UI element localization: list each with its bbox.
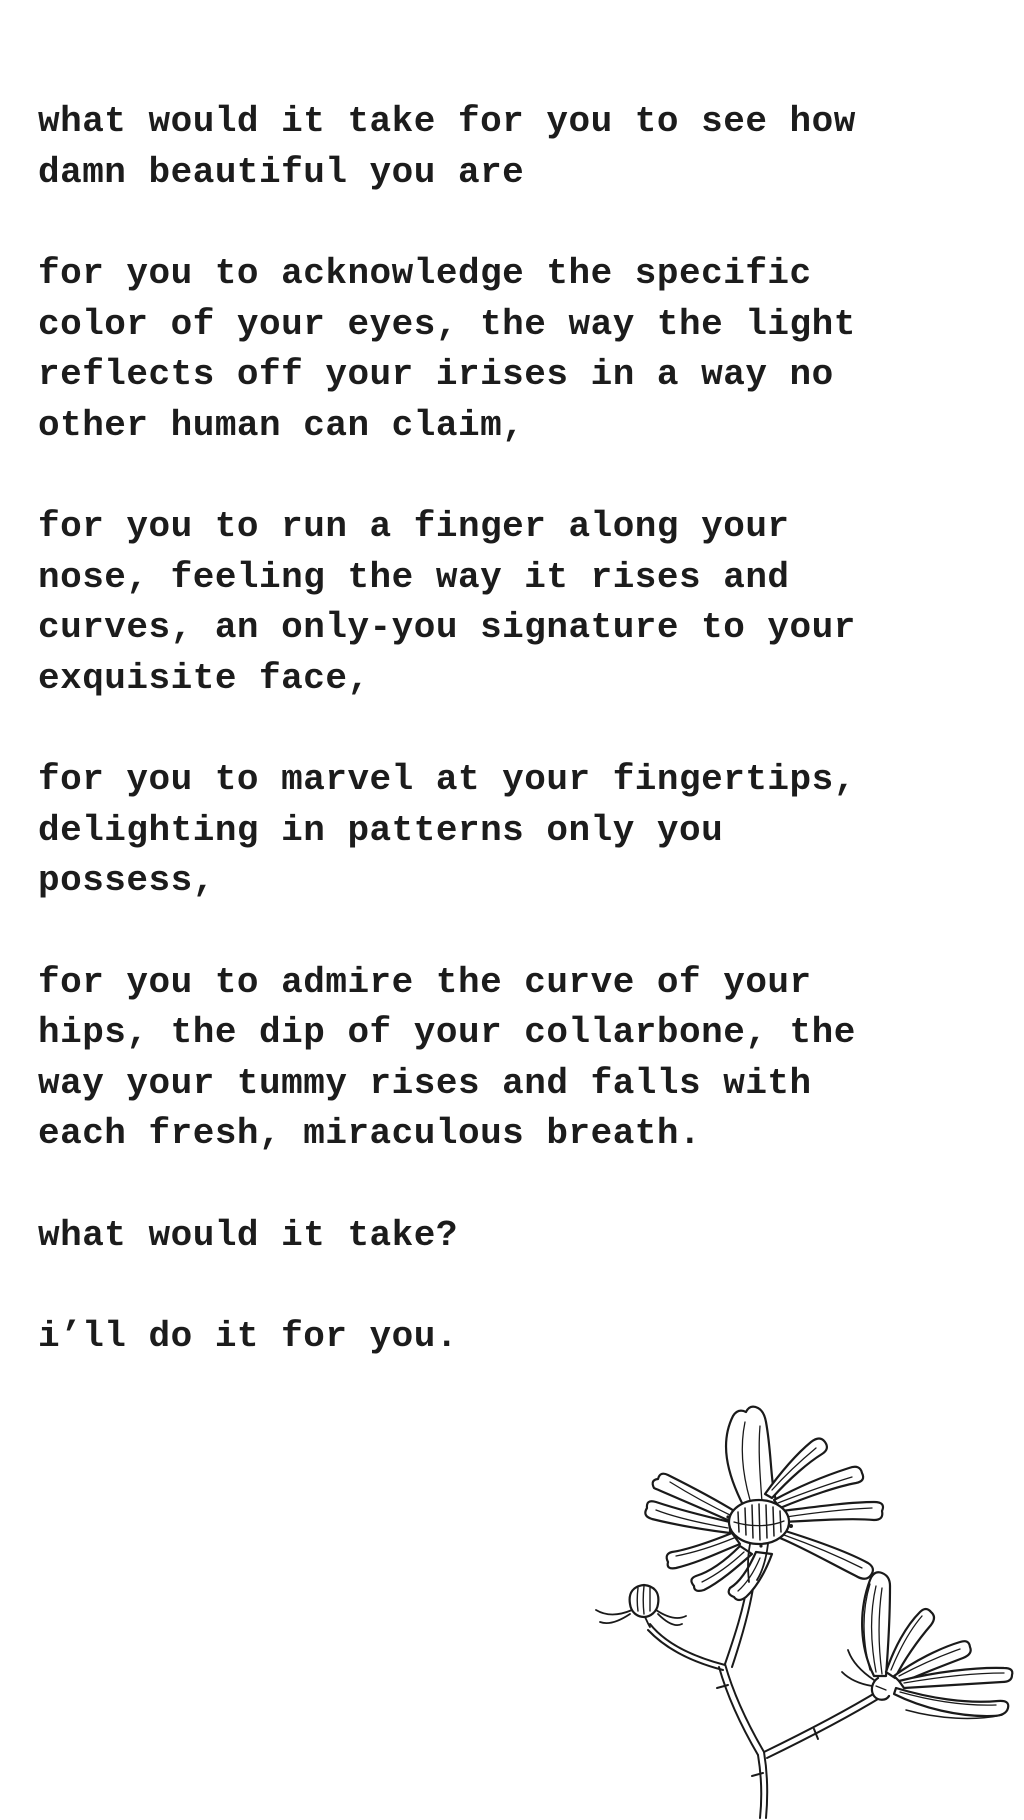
poem-line: reflects off your irises in a way no	[38, 354, 834, 395]
flower-bud	[596, 1585, 686, 1627]
poem-line: what would it take for you to see how	[38, 101, 856, 142]
poem-paragraph	[38, 249, 998, 451]
poem-line: curves, an only-you signature to your	[38, 607, 856, 648]
poem-line: damn beautiful you are	[38, 151, 525, 193]
cosmos-flower-illustration	[514, 1220, 1024, 1820]
poem-line: for you to admire the curve of your	[38, 961, 812, 1003]
poem-line: other human can claim,	[38, 404, 525, 446]
poem-line: hips, the dip of your collarbone, the	[38, 1012, 856, 1053]
poem-text	[38, 97, 998, 1414]
poem-line: each fresh, miraculous breath.	[38, 1113, 702, 1154]
poem-line: nose, feeling the way it rises and	[38, 556, 790, 598]
poem-line: exquisite face,	[38, 657, 370, 699]
poem-paragraph	[38, 958, 998, 1160]
poem-line: for you to acknowledge the specific	[38, 253, 812, 294]
poem-line: delighting in patterns only you	[38, 809, 724, 851]
flower-stems	[648, 1580, 883, 1818]
poem-paragraph	[38, 502, 998, 704]
poem-line: i’ll do it for you.	[38, 1316, 458, 1357]
poem-line: what would it take?	[38, 1214, 458, 1256]
poem-line: way your tummy rises and falls with	[38, 1062, 812, 1104]
poem-line: color of your eyes, the way the light	[38, 303, 856, 345]
poem-line: for you to run a finger along your	[38, 506, 790, 547]
poem-line: possess,	[38, 860, 215, 901]
poem-line: for you to marvel at your fingertips,	[38, 759, 856, 800]
main-cosmos-flower	[645, 1407, 883, 1600]
poem-paragraph	[38, 755, 998, 907]
poem-paragraph	[38, 97, 998, 198]
